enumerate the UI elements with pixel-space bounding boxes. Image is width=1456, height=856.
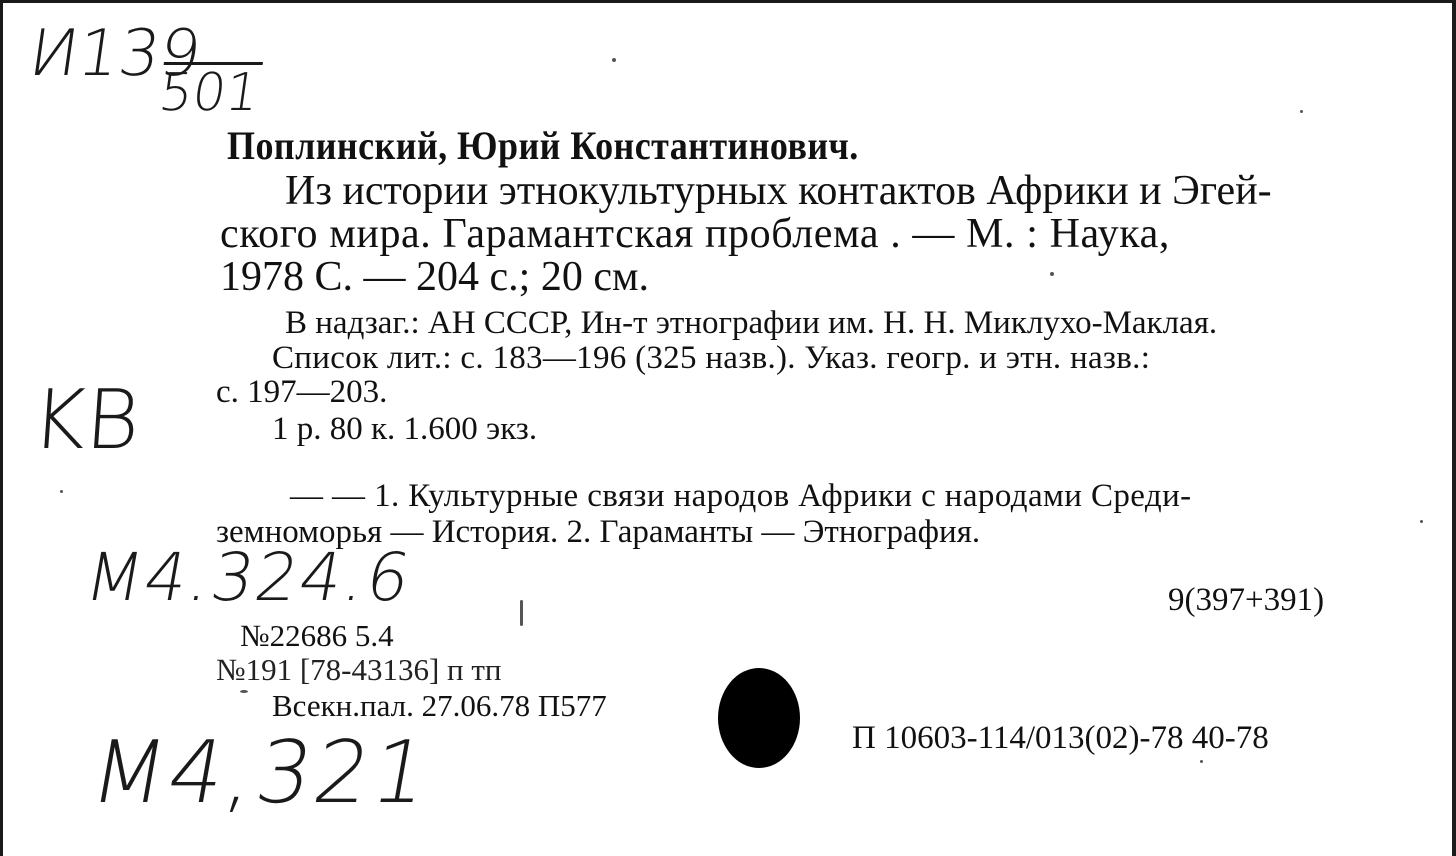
scan-speck [1300,110,1303,113]
title-line-3: 1978 С. — 204 с.; 20 см. [220,254,650,300]
subjects-line-2: земноморья — История. 2. Гараманты — Этнография. [216,514,981,550]
punch-hole [718,668,800,768]
scan-speck [1420,520,1423,523]
scan-speck [240,690,248,693]
subjects-line-1: — — 1. Культурные связи народов Африки с народами Среди- [290,478,1192,514]
title-line-2: ского мира. Гарамантская проблема . — М. : Наука, [220,211,1170,257]
production-order: №191 [78-43136] п тп [216,652,502,687]
shelfmark-main: И139 [24,17,206,91]
note-bibliography-line-1: Список лит.: с. 183—196 (325 назв.). Указ. геогр. и этн. назв.: [272,340,1151,376]
catalog-code: П 10603-114/013(02)-78 40-78 [852,720,1269,756]
left-border [0,0,3,856]
scan-speck [1050,272,1054,276]
production-chamber: Всекн.пал. 27.06.78 П577 [272,688,607,723]
author-heading: Поплинский, Юрий Константинович. [227,123,859,168]
handwritten-shelfmark-sub: 501 [155,63,264,123]
scan-speck [612,58,616,62]
handwritten-class-2: М4,321 [83,723,440,823]
scan-speck [520,600,523,626]
scan-speck [60,490,63,493]
note-price-line: 1 р. 80 к. 1.600 экз. [272,411,538,447]
title-line-1: Из истории этнокультурных контактов Африки и Эгей- [285,168,1272,214]
handwritten-class-1: М4.324.6 [79,539,418,616]
scan-speck [1200,760,1203,763]
note-bibliography-line-2: с. 197—203. [216,374,388,410]
handwritten-kb: KB [28,373,143,468]
note-header-line: В надзаг.: АН СССР, Ин-т этнографии им. Н. Н. Миклухо-Маклая. [285,305,1218,341]
production-number: №22686 5.4 [240,618,394,653]
top-border [0,0,1456,3]
classification-index: 9(397+391) [1168,582,1325,618]
right-border [1452,0,1456,856]
